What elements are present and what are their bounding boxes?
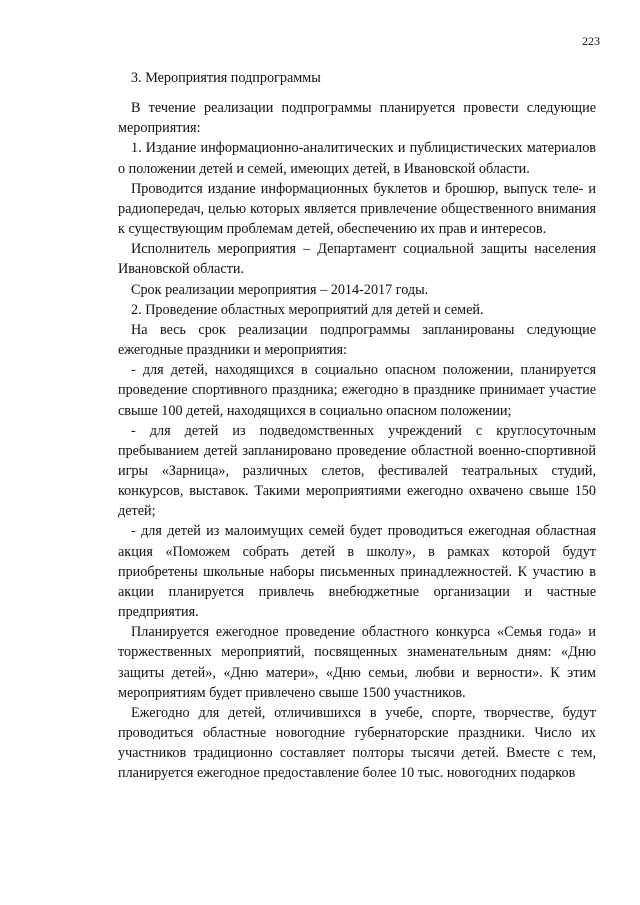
paragraph: Проводится издание информационных буклетов и брошюр, выпуск теле- и радиопередач, целью которых является привлечение общественного внимания к существующим проблемам детей, обеспечению их прав и интересов. (118, 180, 596, 238)
paragraph: Исполнитель мероприятия – Департамент социальной защиты населения Ивановской области. (118, 241, 596, 278)
paragraph: 2. Проведение областных мероприятий для детей и семей. (131, 301, 484, 318)
paragraph: 1. Издание информационно-аналитических и публицистических материалов о положении детей и семей, имеющих детей, в Ивановской области. (118, 140, 596, 177)
paragraph: Планируется ежегодное проведение областного конкурса «Семья года» и торжественных мероприятий, посвященных знаменательным дням: «Дню защиты детей», «Дню матери», «Дню семьи, любви и верности». К этим мероприятиям будет привлечено свыше 1500 участников. (118, 624, 596, 701)
list-item: - для детей, находящихся в социально опасном положении, планируется проведение спортивного праздника; ежегодно в празднике принимает участие свыше 100 детей, находящихся в социально опасном положении; (118, 362, 596, 419)
list-item: - для детей из подведомственных учреждений с круглосуточным пребыванием детей запланировано проведение областной военно-спортивной игры «Зарница», различных слетов, фестивалей театральных студий, конкурсов, выставок. Такими мероприятиями ежегодно охвачено свыше 150 детей; (118, 422, 596, 520)
paragraph: В течение реализации подпрограммы планируется провести следующие мероприятия: (118, 100, 596, 137)
section-title: 3. Мероприятия подпрограммы (131, 70, 321, 86)
document-body (118, 68, 596, 783)
page-number: 223 (582, 34, 600, 48)
paragraph: На весь срок реализации подпрограммы запланированы следующие ежегодные праздники и мероприятия: (118, 321, 596, 359)
paragraph: Ежегодно для детей, отличившихся в учебе, спорте, творчестве, будут проводиться областные новогодние губернаторские праздники. Число их участников традиционно составляет полторы тысячи детей. Вместе с тем, планируется ежегодное предоставление более 10 тыс. новогодних подарков (118, 704, 596, 782)
list-item: - для детей из малоимущих семей будет проводиться ежегодная областная акция «Поможем собрать детей в школу», в рамках которой будут приобретены школьные наборы письменных принадлежностей. К участию в акции планируется привлечь внебюджетные организации и частные предприятия. (118, 523, 596, 621)
paragraph: Срок реализации мероприятия – 2014-2017 годы. (131, 281, 429, 298)
